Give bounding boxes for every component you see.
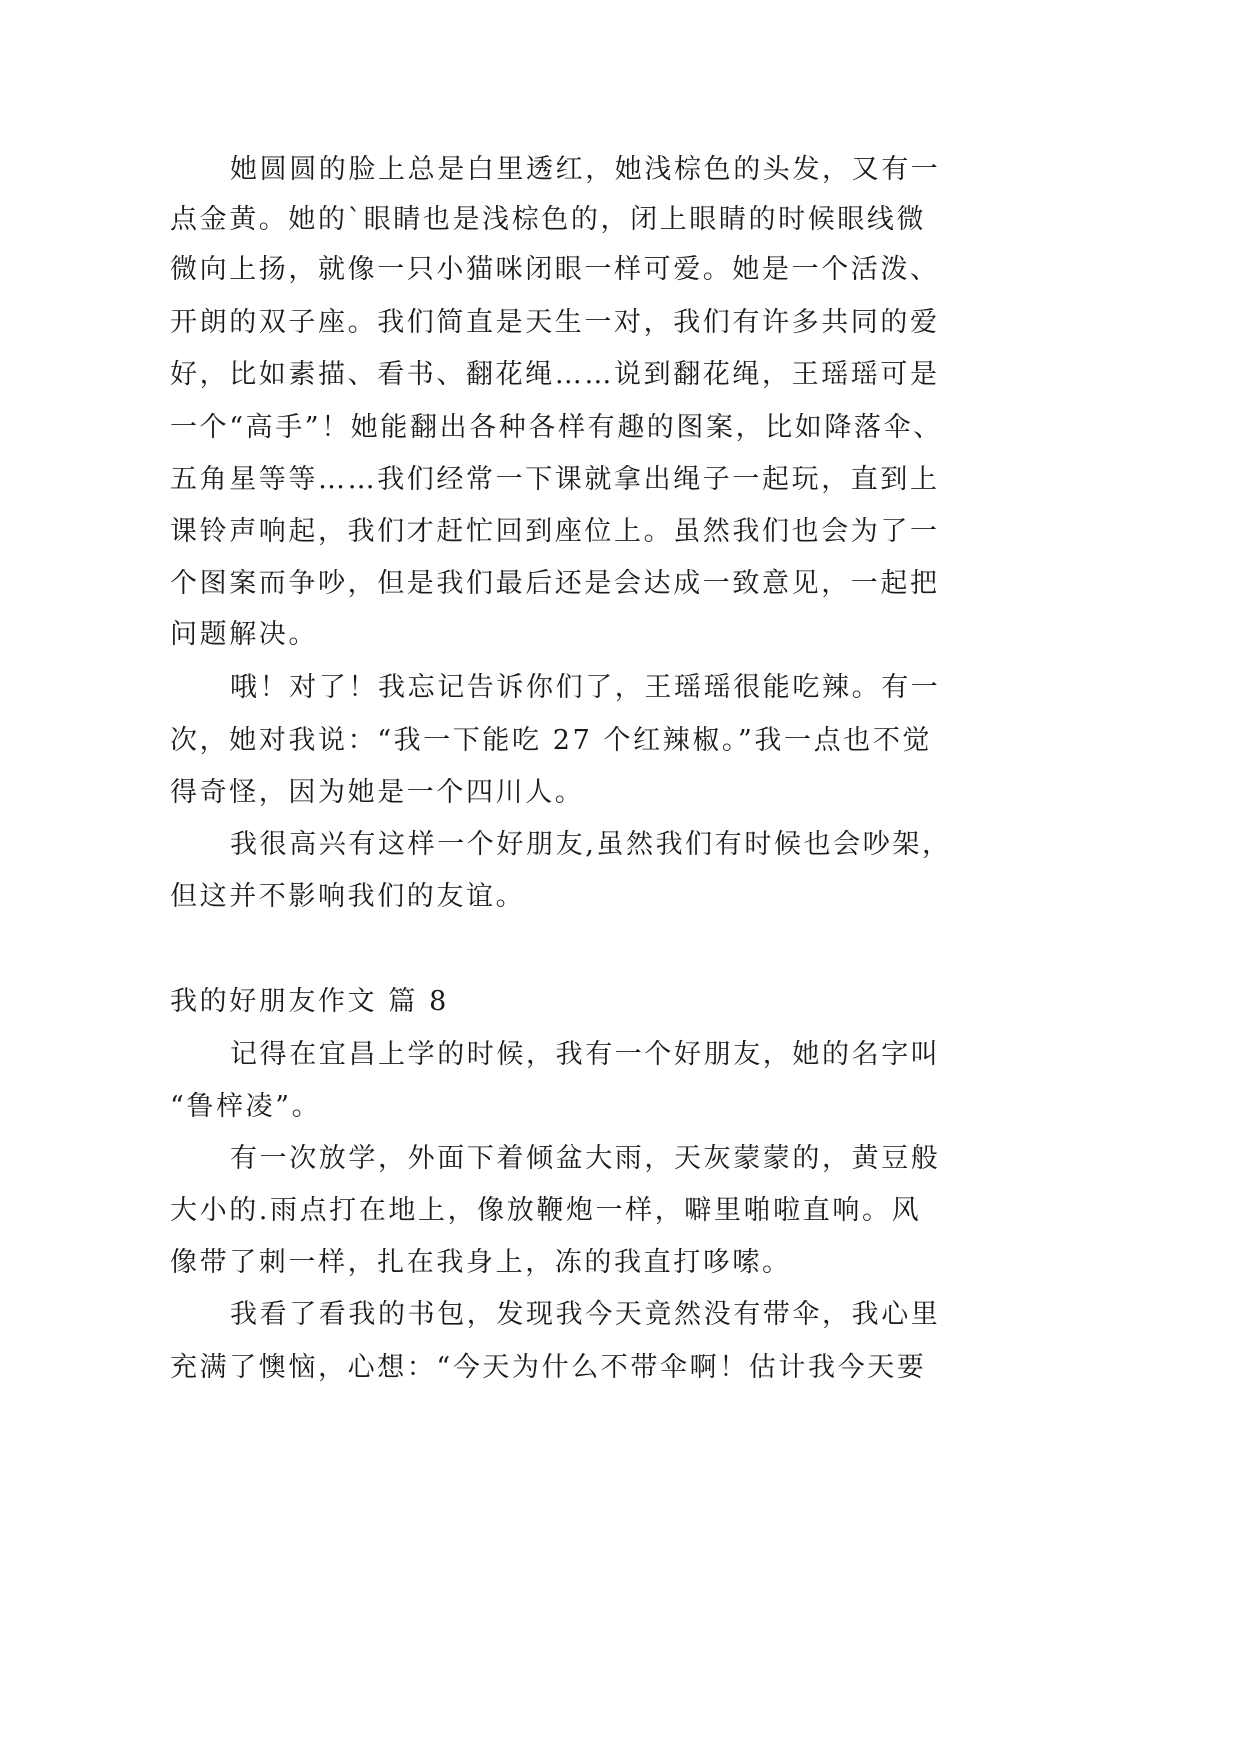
text-line: 记得在宜昌上学的时候，我有一个好朋友，她的名字叫 bbox=[230, 1039, 941, 1070]
text-line: 我很高兴有这样一个好朋友,虽然我们有时候也会吵架， bbox=[230, 829, 952, 860]
text-line: 好，比如素描、看书、翻花绳……说到翻花绳，王瑶瑶可是 bbox=[170, 359, 940, 390]
text-line: 微向上扬，就像一只小猫咪闭眼一样可爱。她是一个活泼、 bbox=[170, 254, 940, 285]
text-line: 问题解决。 bbox=[170, 619, 318, 650]
text-line: 五角星等等……我们经常一下课就拿出绳子一起玩，直到上 bbox=[170, 464, 940, 495]
text-line: 开朗的双子座。我们简直是天生一对，我们有许多共同的爱 bbox=[170, 307, 940, 338]
text-line: 但这并不影响我们的友谊。 bbox=[170, 881, 526, 912]
text-line: 大小的.雨点打在地上，像放鞭炮一样，噼里啪啦直响。风 bbox=[170, 1195, 922, 1226]
section-heading: 我的好朋友作文 篇 8 bbox=[170, 986, 449, 1017]
text-line: 得奇怪，因为她是一个四川人。 bbox=[170, 777, 585, 808]
text-line: “鲁梓凌”。 bbox=[170, 1091, 322, 1122]
text-line: 点金黄。她的`眼睛也是浅棕色的，闭上眼睛的时候眼线微 bbox=[170, 204, 927, 235]
text-line: 哦！对了！我忘记告诉你们了，王瑶瑶很能吃辣。有一 bbox=[230, 672, 941, 703]
text-line: 课铃声响起，我们才赶忙回到座位上。虽然我们也会为了一 bbox=[170, 516, 940, 547]
text-line: 充满了懊恼，心想：“今天为什么不带伞啊！估计我今天要 bbox=[170, 1352, 927, 1383]
text-line: 个图案而争吵，但是我们最后还是会达成一致意见，一起把 bbox=[170, 568, 940, 599]
text-line: 有一次放学，外面下着倾盆大雨，天灰蒙蒙的，黄豆般 bbox=[230, 1143, 941, 1174]
text-line: 我看了看我的书包，发现我今天竟然没有带伞，我心里 bbox=[230, 1299, 941, 1330]
text-line: 次，她对我说：“我一下能吃 27 个红辣椒。”我一点也不觉 bbox=[170, 725, 933, 756]
text-line: 她圆圆的脸上总是白里透红，她浅棕色的头发，又有一 bbox=[230, 154, 941, 185]
text-line: 一个“高手”！她能翻出各种各样有趣的图案，比如降落伞、 bbox=[170, 412, 943, 443]
text-line: 像带了刺一样，扎在我身上，冻的我直打哆嗦。 bbox=[170, 1247, 792, 1278]
